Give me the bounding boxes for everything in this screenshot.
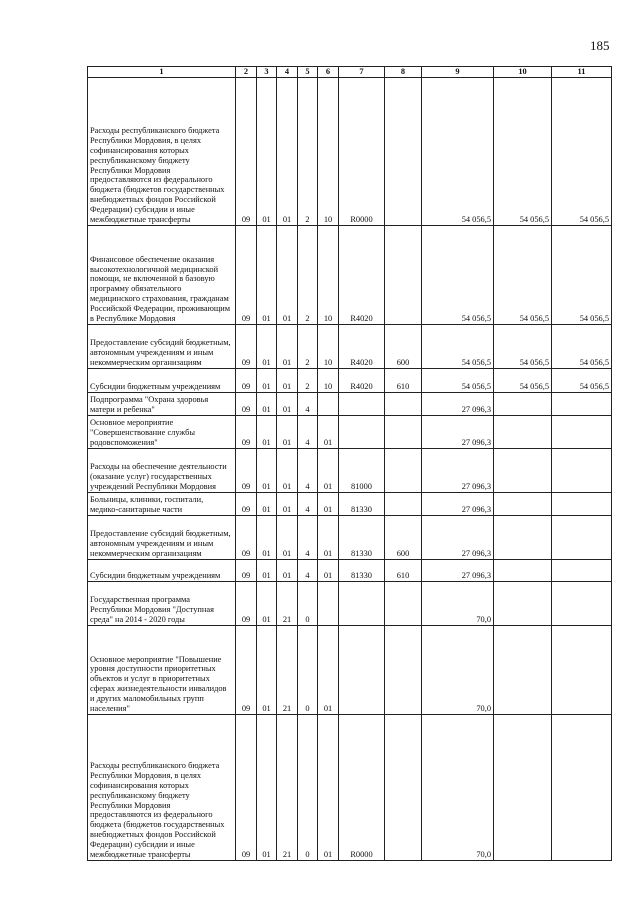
code-cell: 01 (318, 493, 339, 516)
amount-cell: 70,0 (422, 582, 494, 626)
code-cell: R4020 (339, 325, 385, 369)
code-cell: 01 (318, 416, 339, 449)
row-name: Субсидии бюджетным учреждениям (88, 560, 236, 582)
code-cell: 21 (277, 715, 298, 861)
code-cell: 01 (257, 715, 277, 861)
code-cell: 09 (236, 449, 257, 493)
code-cell: 4 (298, 516, 318, 560)
amount-cell: 54 056,5 (552, 226, 612, 325)
code-cell (385, 582, 422, 626)
amount-cell: 27 096,3 (422, 416, 494, 449)
column-header-3: 3 (257, 67, 277, 78)
amount-cell: 54 056,5 (552, 78, 612, 226)
code-cell: R4020 (339, 226, 385, 325)
column-header-10: 10 (494, 67, 552, 78)
code-cell: R4020 (339, 369, 385, 393)
header-row (88, 67, 612, 78)
column-header-5: 5 (298, 67, 318, 78)
code-cell: 09 (236, 582, 257, 626)
amount-cell: 27 096,3 (422, 516, 494, 560)
row-name: Предоставление субсидий бюджетным, автономным учреждениям и иным некоммерческим организациям (88, 516, 236, 560)
code-cell (339, 416, 385, 449)
code-cell: 2 (298, 226, 318, 325)
amount-cell: 54 056,5 (422, 369, 494, 393)
amount-cell (494, 493, 552, 516)
table-row (88, 78, 612, 226)
code-cell (385, 226, 422, 325)
code-cell: 0 (298, 582, 318, 626)
amount-cell: 54 056,5 (494, 226, 552, 325)
code-cell: 4 (298, 560, 318, 582)
row-name: Больницы, клиники, госпитали, медико-санитарные части (88, 493, 236, 516)
code-cell: 01 (257, 78, 277, 226)
table-body (88, 78, 612, 861)
code-cell: 01 (277, 325, 298, 369)
code-cell: 09 (236, 78, 257, 226)
code-cell: 01 (318, 715, 339, 861)
code-cell: 81330 (339, 493, 385, 516)
code-cell: 81000 (339, 449, 385, 493)
code-cell: 01 (277, 493, 298, 516)
code-cell: 10 (318, 369, 339, 393)
code-cell: 81330 (339, 560, 385, 582)
table-row (88, 369, 612, 393)
code-cell: 01 (257, 449, 277, 493)
code-cell: 2 (298, 369, 318, 393)
row-name: Государственная программа Республики Мордовия "Доступная среда" на 2014 - 2020 годы (88, 582, 236, 626)
column-header-2: 2 (236, 67, 257, 78)
amount-cell (494, 626, 552, 715)
table-row (88, 393, 612, 416)
code-cell (385, 416, 422, 449)
code-cell (318, 393, 339, 416)
column-header-1: 1 (88, 67, 236, 78)
row-name: Расходы республиканского бюджета Республики Мордовия, в целях софинансирования которых республиканскому бюджету Республики Мордовия предоставляются из федерального бюджета (бюджетов государственных внебюджетных фондов Российской Федерации) субсидии и иные межбюджетные трансферты (88, 78, 236, 226)
amount-cell (494, 516, 552, 560)
column-header-8: 8 (385, 67, 422, 78)
code-cell: 21 (277, 626, 298, 715)
amount-cell (494, 560, 552, 582)
code-cell: 01 (277, 226, 298, 325)
table-row (88, 626, 612, 715)
amount-cell (494, 715, 552, 861)
amount-cell (552, 416, 612, 449)
code-cell: 610 (385, 560, 422, 582)
code-cell: 09 (236, 715, 257, 861)
code-cell (339, 393, 385, 416)
table-row (88, 493, 612, 516)
code-cell (339, 626, 385, 715)
row-name: Финансовое обеспечение оказания высокотехнологичной медицинской помощи, не включенной в базовую программу обязательного медицинского страхования, гражданам Российской Федерации, проживающим в Республике Мордовия (88, 226, 236, 325)
code-cell: 2 (298, 78, 318, 226)
code-cell: 10 (318, 325, 339, 369)
row-name: Субсидии бюджетным учреждениям (88, 369, 236, 393)
code-cell: 09 (236, 493, 257, 516)
code-cell (385, 78, 422, 226)
code-cell (339, 582, 385, 626)
amount-cell: 70,0 (422, 626, 494, 715)
code-cell: 01 (257, 516, 277, 560)
code-cell: 610 (385, 369, 422, 393)
amount-cell (494, 416, 552, 449)
code-cell: 01 (277, 78, 298, 226)
amount-cell: 70,0 (422, 715, 494, 861)
code-cell: 09 (236, 369, 257, 393)
amount-cell (494, 393, 552, 416)
row-name: Основное мероприятие "Повышение уровня доступности приоритетных объектов и услуг в приоритетных сферах жизнедеятельности инвалидов и других маломобильных групп населения" (88, 626, 236, 715)
code-cell: 01 (257, 493, 277, 516)
code-cell: 09 (236, 560, 257, 582)
code-cell: 81330 (339, 516, 385, 560)
amount-cell (552, 560, 612, 582)
column-header-4: 4 (277, 67, 298, 78)
amount-cell (552, 493, 612, 516)
code-cell: 21 (277, 582, 298, 626)
code-cell: 2 (298, 325, 318, 369)
code-cell (385, 715, 422, 861)
code-cell: 600 (385, 325, 422, 369)
code-cell: 0 (298, 715, 318, 861)
amount-cell: 54 056,5 (422, 226, 494, 325)
amount-cell: 27 096,3 (422, 449, 494, 493)
amount-cell (552, 626, 612, 715)
table-row (88, 516, 612, 560)
code-cell: 01 (257, 369, 277, 393)
code-cell: 10 (318, 226, 339, 325)
code-cell: 01 (257, 226, 277, 325)
code-cell: 09 (236, 626, 257, 715)
table-row (88, 416, 612, 449)
amount-cell: 54 056,5 (552, 325, 612, 369)
table-row (88, 226, 612, 325)
code-cell: 09 (236, 416, 257, 449)
amount-cell: 54 056,5 (494, 78, 552, 226)
code-cell: R0000 (339, 715, 385, 861)
amount-cell (552, 449, 612, 493)
code-cell (385, 393, 422, 416)
code-cell: 01 (318, 516, 339, 560)
column-header-9: 9 (422, 67, 494, 78)
code-cell: 01 (257, 582, 277, 626)
table-row (88, 325, 612, 369)
code-cell: 4 (298, 449, 318, 493)
table-row (88, 449, 612, 493)
amount-cell: 54 056,5 (422, 78, 494, 226)
row-name: Расходы республиканского бюджета Республики Мордовия, в целях софинансирования которых республиканскому бюджету Республики Мордовия предоставляются из федерального бюджета (бюджетов государственных внебюджетных фондов Российской Федерации) субсидии и иные межбюджетные трансферты (88, 715, 236, 861)
code-cell (385, 626, 422, 715)
code-cell: 4 (298, 416, 318, 449)
amount-cell: 54 056,5 (422, 325, 494, 369)
budget-table (87, 66, 612, 861)
amount-cell (552, 715, 612, 861)
row-name: Подпрограмма "Охрана здоровья матери и ребенка" (88, 393, 236, 416)
code-cell (318, 582, 339, 626)
row-name: Основное мероприятие "Совершенствование службы родовспоможения" (88, 416, 236, 449)
code-cell: 600 (385, 516, 422, 560)
amount-cell: 27 096,3 (422, 493, 494, 516)
code-cell: 01 (277, 516, 298, 560)
code-cell: R0000 (339, 78, 385, 226)
code-cell: 01 (257, 626, 277, 715)
row-name: Предоставление субсидий бюджетным, автономным учреждениям и иным некоммерческим организациям (88, 325, 236, 369)
column-header-7: 7 (339, 67, 385, 78)
row-name: Расходы на обеспечение деятельности (оказание услуг) государственных учреждений Республики Мордовия (88, 449, 236, 493)
table-row (88, 582, 612, 626)
code-cell: 01 (318, 560, 339, 582)
amount-cell (552, 516, 612, 560)
amount-cell: 54 056,5 (494, 369, 552, 393)
amount-cell: 54 056,5 (494, 325, 552, 369)
code-cell: 01 (277, 449, 298, 493)
amount-cell: 27 096,3 (422, 393, 494, 416)
code-cell: 01 (257, 416, 277, 449)
amount-cell (552, 582, 612, 626)
code-cell: 09 (236, 325, 257, 369)
amount-cell (494, 582, 552, 626)
code-cell: 01 (257, 560, 277, 582)
table-row (88, 715, 612, 861)
code-cell: 09 (236, 393, 257, 416)
amount-cell (494, 449, 552, 493)
amount-cell (552, 393, 612, 416)
code-cell: 01 (257, 393, 277, 416)
column-header-11: 11 (552, 67, 612, 78)
code-cell: 09 (236, 516, 257, 560)
table-row (88, 560, 612, 582)
code-cell (385, 493, 422, 516)
code-cell: 01 (277, 393, 298, 416)
code-cell: 10 (318, 78, 339, 226)
code-cell: 01 (318, 449, 339, 493)
code-cell: 01 (277, 560, 298, 582)
column-header-6: 6 (318, 67, 339, 78)
code-cell: 09 (236, 226, 257, 325)
code-cell: 01 (257, 325, 277, 369)
code-cell: 0 (298, 626, 318, 715)
amount-cell: 54 056,5 (552, 369, 612, 393)
code-cell (385, 449, 422, 493)
code-cell: 4 (298, 493, 318, 516)
code-cell: 01 (277, 416, 298, 449)
page-number: 185 (590, 38, 610, 53)
code-cell: 01 (318, 626, 339, 715)
code-cell: 01 (277, 369, 298, 393)
amount-cell: 27 096,3 (422, 560, 494, 582)
code-cell: 4 (298, 393, 318, 416)
